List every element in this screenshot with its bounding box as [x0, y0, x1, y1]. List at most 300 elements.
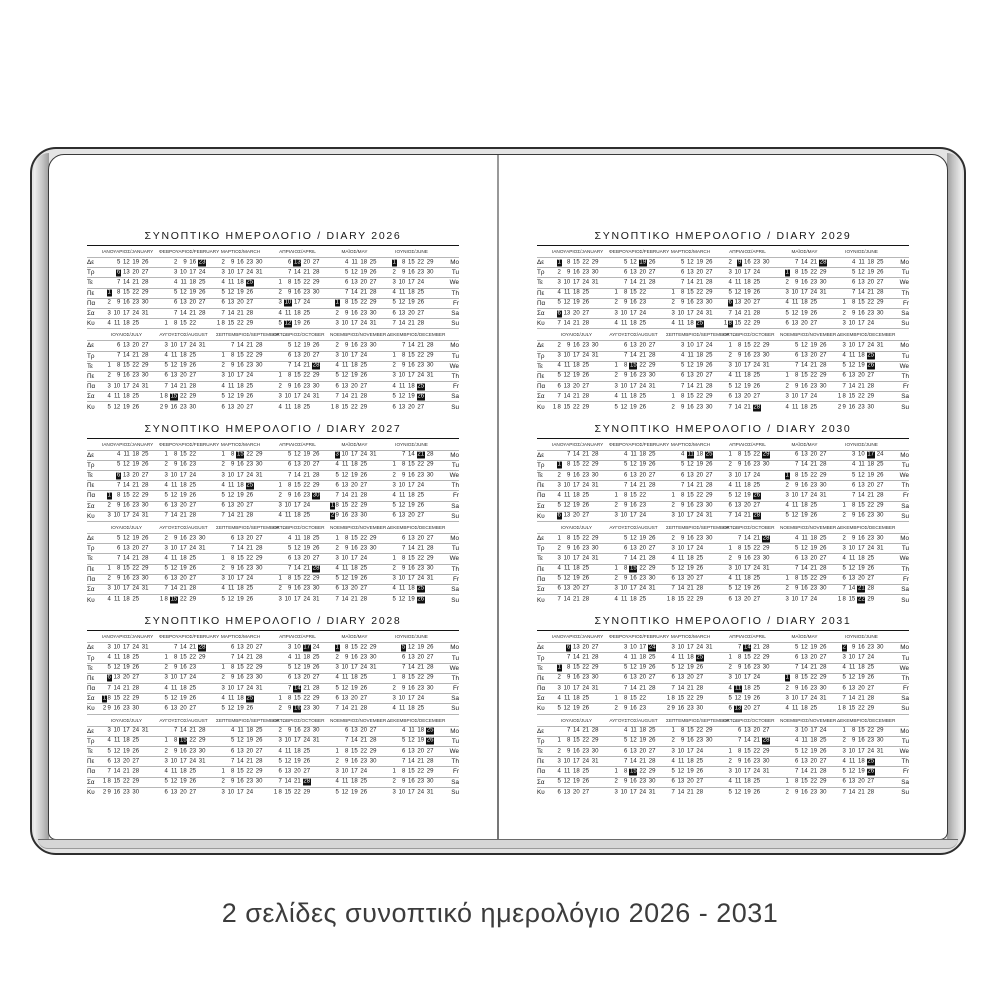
- date: 9: [287, 383, 292, 390]
- week-slot: [292, 352, 301, 361]
- date: 27: [810, 320, 818, 327]
- date: 12: [179, 289, 187, 296]
- week-slot: [111, 319, 120, 328]
- week-slot: [244, 471, 253, 480]
- day-label-greek: Πε: [87, 482, 95, 490]
- date-numbers: [417, 738, 424, 745]
- date: 2: [102, 789, 107, 796]
- week-slot: [292, 778, 301, 787]
- date-numbers: [313, 586, 320, 593]
- date: 10: [677, 310, 685, 317]
- date: 20: [303, 352, 311, 359]
- date-numbers: [408, 404, 415, 411]
- week-slot: [292, 289, 301, 298]
- date: 14: [407, 342, 415, 349]
- week-slot: [102, 362, 111, 371]
- date: 13: [113, 758, 121, 765]
- week-slot: [111, 534, 120, 543]
- date-numbers: [303, 269, 310, 276]
- date: 2: [164, 461, 168, 468]
- date-numbers: [313, 566, 320, 573]
- date-numbers: [142, 342, 149, 349]
- date: 28: [369, 289, 377, 296]
- date-numbers: [558, 290, 561, 297]
- month-dates-cell: [102, 534, 159, 543]
- week-slot: [856, 309, 865, 318]
- date: 13: [179, 299, 187, 306]
- date-numbers: [393, 269, 396, 276]
- weekday-row: [87, 268, 459, 278]
- date: 4: [392, 492, 396, 499]
- date-numbers: [180, 655, 187, 662]
- week-slot: [273, 727, 282, 736]
- date-numbers: [345, 728, 348, 735]
- weekday-row: [537, 268, 909, 278]
- date: 21: [179, 383, 187, 390]
- date: 3: [728, 362, 732, 369]
- weekday-row: [537, 382, 909, 392]
- week-slot: [799, 362, 808, 371]
- date-numbers: [246, 665, 253, 672]
- date-numbers: [171, 482, 177, 489]
- date: 27: [360, 695, 368, 702]
- holiday-date: 16: [293, 705, 301, 712]
- week-slot: [425, 341, 434, 350]
- date-numbers: [108, 373, 111, 380]
- date-numbers: [288, 383, 291, 390]
- date: 16: [407, 472, 415, 479]
- week-slot: [282, 778, 291, 787]
- week-slot: [282, 565, 291, 574]
- date-numbers: [402, 644, 405, 651]
- week-slot: [225, 309, 234, 318]
- month-dates-cell: [159, 352, 216, 361]
- date-numbers: [744, 353, 751, 360]
- week-slot: [406, 747, 415, 756]
- date: 5: [335, 575, 339, 582]
- month-dates-cell: [780, 278, 837, 287]
- date: 19: [350, 575, 358, 582]
- date-numbers: [108, 290, 111, 297]
- date-numbers: [189, 320, 196, 327]
- week-slot: [685, 362, 694, 371]
- date-numbers: [171, 545, 178, 552]
- date: 3: [680, 342, 685, 349]
- date: 24: [246, 372, 254, 379]
- date-numbers: [160, 597, 168, 604]
- date-numbers: [630, 383, 637, 390]
- week-slot: [628, 299, 637, 308]
- week-slot: [187, 554, 196, 563]
- date: 20: [417, 535, 425, 542]
- date: 6: [287, 461, 292, 468]
- date-numbers: [342, 373, 349, 380]
- date: 13: [629, 269, 637, 276]
- date: 13: [236, 535, 244, 542]
- date: 11: [180, 279, 187, 286]
- date-numbers: [174, 728, 177, 735]
- date: 28: [876, 289, 884, 296]
- week-slot: [273, 471, 282, 480]
- week-slot: [301, 341, 310, 350]
- date: 18: [132, 451, 140, 458]
- date-numbers: [852, 290, 855, 297]
- date-numbers: [285, 758, 292, 765]
- week-slot: [368, 664, 377, 673]
- date-numbers: [801, 259, 808, 266]
- date-numbers: [132, 675, 139, 682]
- week-slot: [368, 534, 377, 543]
- date-numbers: [237, 320, 244, 327]
- date-numbers: [231, 342, 234, 349]
- week-slot: [339, 694, 348, 703]
- date-numbers: [630, 290, 637, 297]
- week-slot: [387, 684, 396, 693]
- week-slot: [675, 319, 684, 328]
- week-slot: [311, 575, 320, 584]
- date-numbers: [351, 259, 357, 266]
- date: 19: [800, 310, 808, 317]
- month-dates-cell: [216, 461, 273, 470]
- date-numbers: [427, 353, 434, 360]
- date: 16: [743, 352, 751, 359]
- date-numbers: [294, 383, 301, 390]
- date: 1: [278, 482, 282, 489]
- date-numbers: [624, 373, 627, 380]
- date: 30: [819, 383, 827, 390]
- month-dates-cell: [387, 757, 444, 766]
- week-slot: [111, 575, 120, 584]
- date-numbers: [199, 342, 206, 349]
- week-slot: [216, 544, 225, 553]
- date-numbers: [222, 404, 225, 411]
- date-numbers: [843, 310, 846, 317]
- week-slot: [159, 278, 168, 287]
- date-numbers: [852, 259, 855, 266]
- month-dates-cell: [837, 319, 894, 328]
- date: 13: [857, 279, 865, 286]
- week-slot: [339, 534, 348, 543]
- date-numbers: [345, 300, 348, 307]
- date: 4: [344, 259, 349, 266]
- date: 21: [810, 259, 818, 266]
- week-slot: [406, 674, 415, 683]
- date: 8: [737, 342, 742, 349]
- date: 1: [278, 372, 282, 379]
- week-slot: [637, 319, 646, 328]
- date-numbers: [123, 310, 130, 317]
- week-slot: [808, 372, 817, 381]
- week-slot: [140, 309, 149, 318]
- week-slot: [102, 471, 111, 480]
- date: 23: [132, 372, 140, 379]
- week-slot: [723, 299, 732, 308]
- date-numbers: [294, 373, 301, 380]
- date-numbers: [630, 342, 637, 349]
- month-dates-cell: [273, 481, 330, 490]
- week-slot: [761, 382, 770, 391]
- date-numbers: [753, 290, 760, 297]
- month-dates-cell: [216, 534, 273, 543]
- week-slot: [254, 737, 263, 746]
- date: 10: [686, 342, 694, 349]
- date: 26: [360, 789, 368, 796]
- date-numbers: [786, 300, 789, 307]
- date-numbers: [246, 545, 253, 552]
- date-numbers: [351, 393, 358, 400]
- date: 20: [236, 502, 244, 509]
- date-numbers: [351, 748, 358, 755]
- date-numbers: [237, 586, 244, 593]
- month-dates-cell: [159, 674, 216, 683]
- date-numbers: [180, 779, 187, 786]
- holiday-date: 1: [102, 695, 107, 702]
- week-slot: [282, 341, 291, 350]
- week-slot: [590, 319, 599, 328]
- week-slot: [561, 319, 570, 328]
- date: 21: [179, 512, 187, 519]
- date-numbers: [393, 373, 396, 380]
- date: 28: [360, 705, 368, 712]
- week-slot: [396, 788, 405, 798]
- week-slot: [216, 451, 225, 460]
- date: 10: [227, 685, 235, 692]
- month-label: ΦΕΒΡΟΥΑΡΙΟΣ/FEBRUARY: [159, 249, 220, 254]
- date-numbers: [393, 675, 396, 682]
- date-numbers: [313, 482, 320, 489]
- week-slot: [637, 258, 646, 267]
- date-numbers: [639, 269, 646, 276]
- week-slot: [425, 289, 434, 298]
- date: 14: [629, 352, 637, 359]
- week-slot: [675, 309, 684, 318]
- month-dates-cell: [330, 737, 387, 746]
- date: 6: [173, 299, 178, 306]
- week-slot: [618, 278, 627, 287]
- week-slot: [590, 258, 599, 267]
- week-slot: [282, 653, 291, 662]
- week-slot: [168, 392, 177, 401]
- week-slot: [235, 402, 244, 412]
- date-numbers: [231, 675, 234, 682]
- month-label: ΜΑΪΟΣ/MAY: [341, 634, 368, 640]
- week-slot: [197, 643, 206, 652]
- date: 23: [179, 404, 187, 411]
- date: 17: [293, 502, 301, 509]
- date-numbers: [408, 597, 415, 604]
- date-numbers: [801, 353, 808, 360]
- week-slot: [368, 352, 377, 361]
- month-dates-cell: [216, 788, 273, 798]
- page-edge-right: [947, 153, 962, 844]
- week-slot: [301, 643, 310, 652]
- date-numbers: [351, 768, 358, 775]
- month-dates-cell: [387, 258, 444, 267]
- date: 28: [141, 555, 149, 562]
- date-numbers: [427, 342, 434, 349]
- date: 6: [401, 535, 406, 542]
- date-numbers: [558, 363, 561, 370]
- date: 28: [255, 654, 263, 661]
- date: 5: [221, 492, 225, 499]
- month-dates-cell: [273, 737, 330, 746]
- month-label: ΟΚΤΩΒΡΙΟΣ/OCTOBER: [273, 332, 325, 338]
- week-slot: [244, 757, 253, 766]
- date-numbers: [624, 290, 627, 297]
- date: 1: [842, 299, 846, 306]
- date-numbers: [132, 482, 139, 489]
- date: 2: [221, 259, 225, 266]
- date: 20: [867, 279, 875, 286]
- date-numbers: [294, 269, 301, 276]
- week-slot: [102, 319, 111, 328]
- date-numbers: [681, 269, 684, 276]
- week-slot: [301, 554, 310, 563]
- date: 25: [303, 310, 311, 317]
- week-slot: [225, 491, 234, 500]
- date: 21: [189, 727, 197, 734]
- week-slot: [244, 512, 253, 521]
- date: 7: [287, 472, 292, 479]
- date-numbers: [843, 342, 846, 349]
- date: 23: [417, 269, 425, 276]
- date: 3: [335, 664, 339, 671]
- date: 19: [132, 535, 140, 542]
- week-slot: [590, 352, 599, 361]
- date: 30: [141, 299, 149, 306]
- month-dates-cell: [159, 289, 216, 298]
- week-slot: [111, 451, 120, 460]
- week-slot: [197, 278, 206, 287]
- date: 15: [122, 362, 130, 369]
- date: 3: [557, 352, 561, 359]
- date-numbers: [360, 320, 367, 327]
- month-dates-cell: [216, 512, 273, 521]
- week-slot: [358, 319, 367, 328]
- week-slot: [846, 299, 855, 308]
- day-label-english: Sa: [451, 393, 459, 401]
- week-slot: [818, 352, 827, 361]
- date-numbers: [417, 259, 424, 266]
- date: 22: [743, 320, 751, 327]
- month-dates-cell: [273, 258, 330, 267]
- date-numbers: [108, 748, 111, 755]
- week-slot: [244, 362, 253, 371]
- date-numbers: [336, 597, 339, 604]
- date-numbers: [336, 545, 339, 552]
- date: 29: [255, 555, 263, 562]
- week-slot: [704, 268, 713, 277]
- week-slot: [178, 747, 187, 756]
- date-numbers: [303, 768, 310, 775]
- week-slot: [254, 309, 263, 318]
- date: 2: [278, 383, 282, 390]
- week-slot: [187, 392, 196, 401]
- date-numbers: [180, 342, 187, 349]
- week-slot: [561, 258, 570, 267]
- date-numbers: [189, 535, 196, 542]
- month-dates-cell: [330, 289, 387, 298]
- date: 14: [848, 383, 856, 390]
- week-slot: [387, 565, 396, 574]
- week-slot: [415, 362, 424, 371]
- week-slot: [254, 653, 263, 662]
- date-numbers: [351, 404, 358, 411]
- week-slot: [349, 585, 358, 594]
- date: 6: [344, 727, 349, 734]
- date: 18: [122, 393, 130, 400]
- week-slot: [187, 461, 196, 470]
- date-numbers: [417, 728, 424, 735]
- date: 14: [341, 393, 349, 400]
- date-numbers: [672, 320, 675, 327]
- week-slot: [121, 372, 130, 381]
- date: 3: [107, 644, 111, 651]
- week-slot: [330, 737, 339, 746]
- week-slot: [406, 362, 415, 371]
- date-numbers: [279, 492, 282, 499]
- week-slot: [339, 461, 348, 470]
- week-slot: [609, 319, 618, 328]
- date-numbers: [753, 373, 760, 380]
- week-slot: [235, 372, 244, 381]
- week-slot: [121, 534, 130, 543]
- week-slot: [425, 534, 434, 543]
- week-slot: [415, 727, 424, 736]
- date: 26: [369, 269, 377, 276]
- date: 16: [350, 758, 358, 765]
- date-numbers: [417, 644, 424, 651]
- day-label-english: Th: [451, 289, 459, 297]
- week-slot: [875, 382, 884, 391]
- date: 4: [842, 352, 846, 359]
- date: 20: [303, 259, 311, 266]
- month-label: ΦΕΒΡΟΥΑΡΙΟΣ/FEBRUARY: [159, 441, 220, 447]
- week-slot: [140, 565, 149, 574]
- date-numbers: [621, 320, 627, 327]
- month-label: ΙΟΥΝΙΟΣ/JUNE: [845, 249, 878, 254]
- week-slot: [742, 268, 751, 277]
- month-dates-cell: [330, 653, 387, 662]
- week-slot: [121, 585, 130, 594]
- date: 26: [189, 565, 197, 572]
- date-numbers: [858, 342, 865, 349]
- date: 8: [173, 451, 178, 458]
- week-slot: [168, 565, 177, 574]
- date: 5: [680, 362, 685, 369]
- date-numbers: [132, 404, 139, 411]
- month-dates-cell: [330, 362, 387, 371]
- date: 11: [114, 737, 121, 744]
- date: 3: [221, 269, 225, 276]
- date-numbers: [303, 576, 310, 583]
- week-slot: [349, 258, 358, 267]
- week-slot: [168, 362, 177, 371]
- holiday-date: 10: [284, 299, 292, 306]
- week-slot: [244, 694, 253, 703]
- date-numbers: [294, 695, 301, 702]
- date: 11: [399, 289, 406, 296]
- weekday-row: [87, 575, 459, 585]
- date-numbers: [117, 462, 120, 469]
- date: 29: [426, 352, 434, 359]
- week-slot: [789, 268, 798, 277]
- holiday-date: 25: [246, 279, 254, 286]
- date: 31: [255, 269, 263, 276]
- week-slot: [875, 341, 884, 350]
- date-numbers: [189, 675, 196, 682]
- date: 17: [857, 320, 865, 327]
